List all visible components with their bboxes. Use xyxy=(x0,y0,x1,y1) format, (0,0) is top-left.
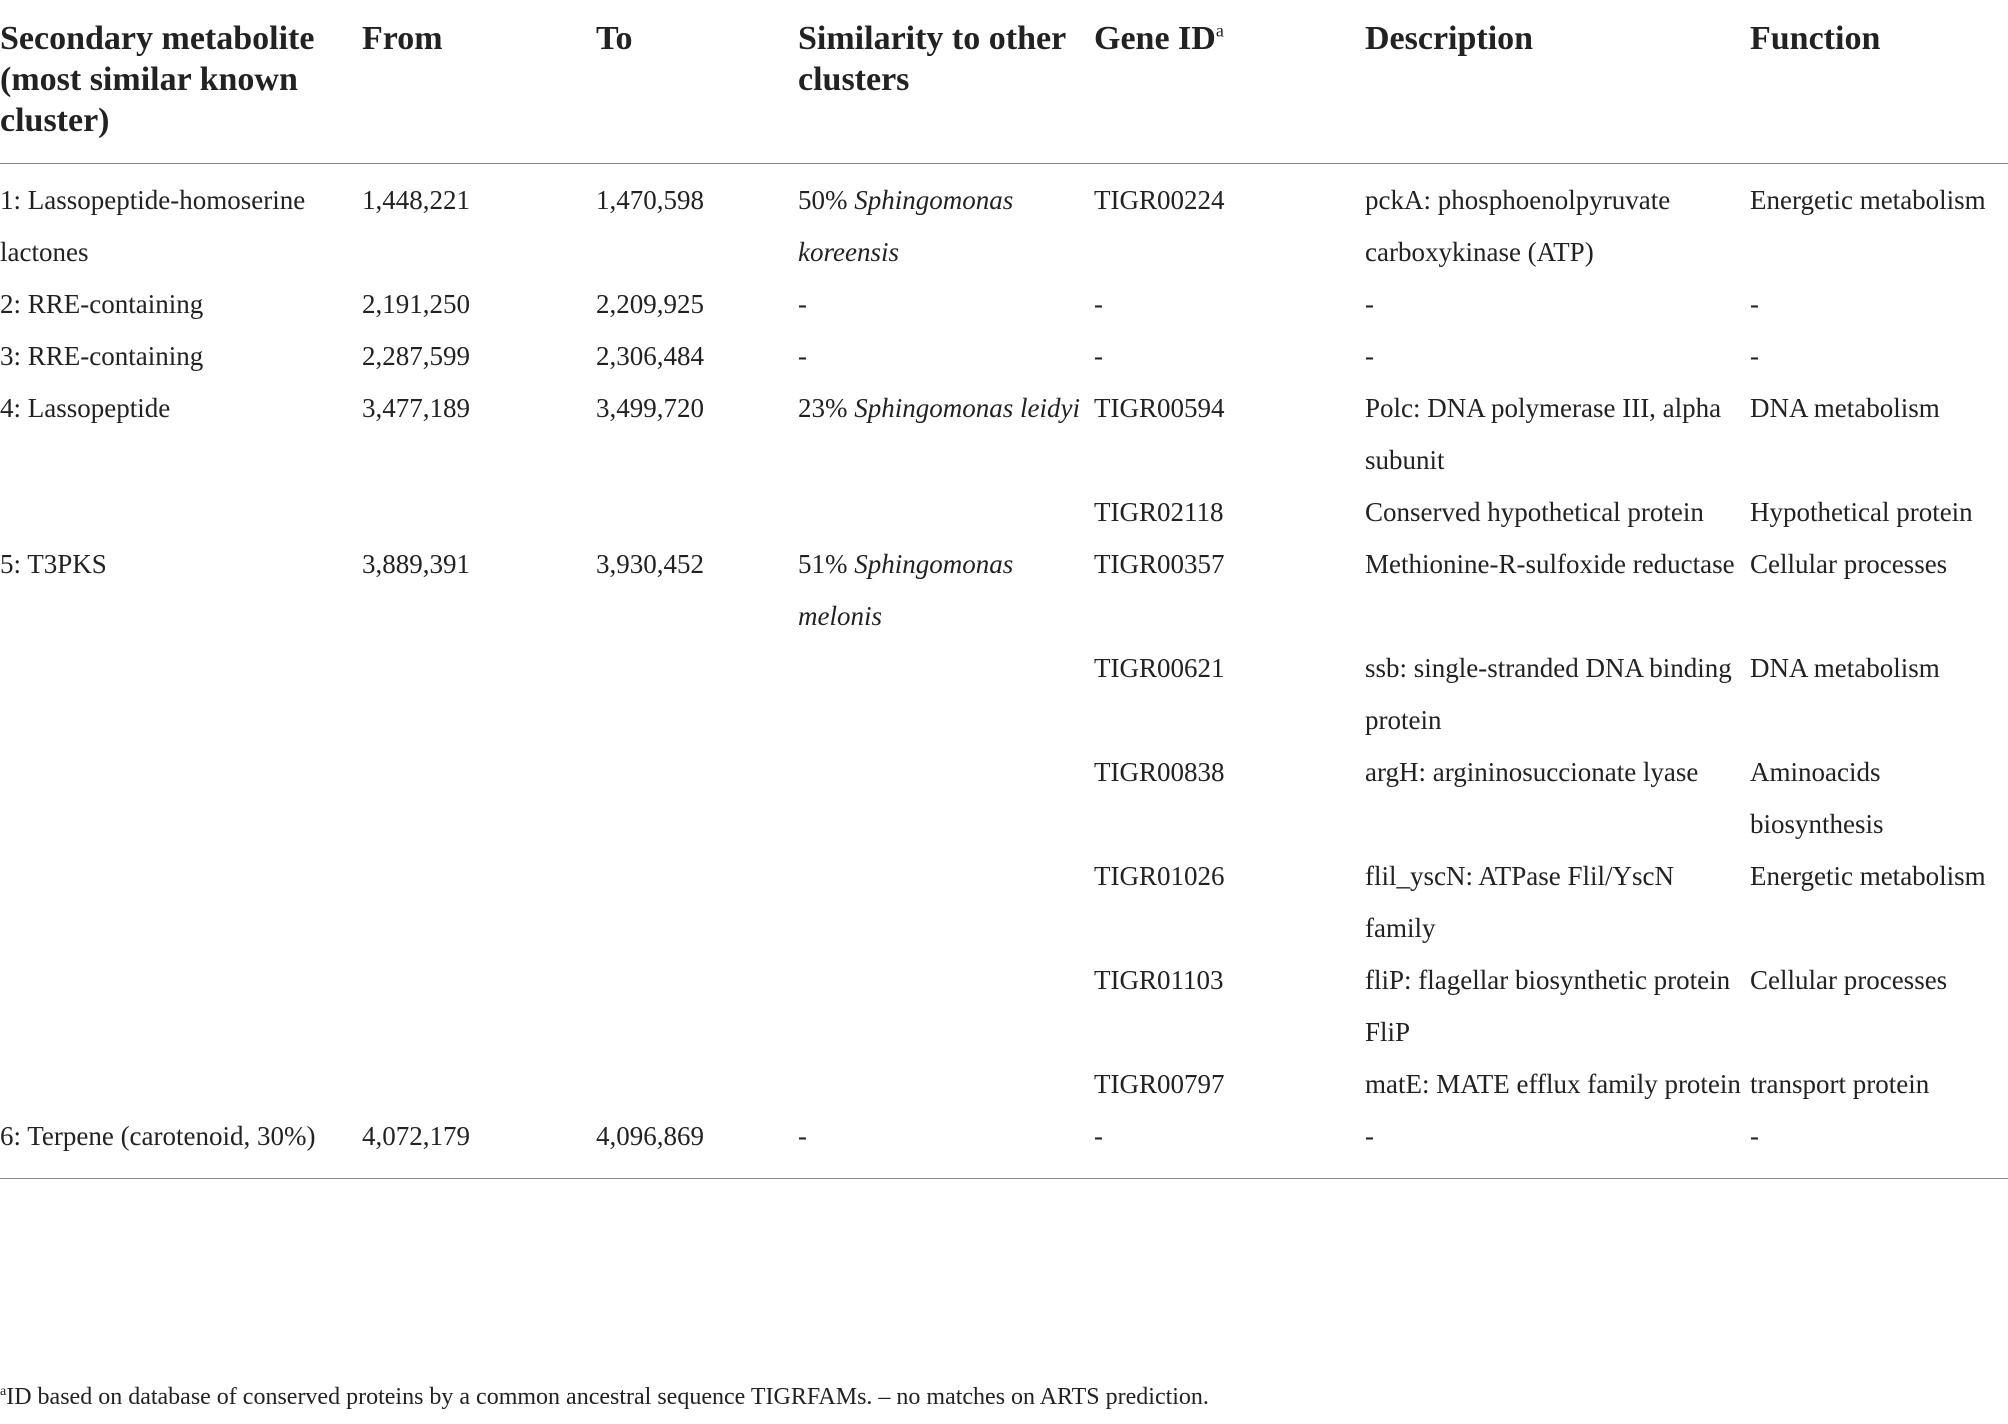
cell-gene-id: TIGR00357 xyxy=(1094,549,1225,579)
cell-gene-id: TIGR00797 xyxy=(1094,1069,1225,1099)
table-row xyxy=(0,850,2008,954)
cell-description: Conserved hypothetical protein xyxy=(1365,497,1704,527)
cell-gene-id: TIGR00594 xyxy=(1094,393,1225,423)
table-row xyxy=(0,486,2008,538)
cell-metabolite: 6: Terpene (carotenoid, 30%) xyxy=(0,1110,362,1179)
cell-function: Aminoacids biosynthesis xyxy=(1750,757,1884,839)
cell-function: - xyxy=(1750,341,1759,371)
cell-metabolite xyxy=(0,850,362,954)
cell-gene-id: TIGR00224 xyxy=(1094,185,1225,215)
cell-similarity xyxy=(798,330,1094,382)
footnote-marker: a xyxy=(0,1384,7,1399)
cell-from: 4,072,179 xyxy=(362,1110,596,1179)
cell-from xyxy=(362,486,596,538)
cell-gene-id: - xyxy=(1094,1110,1365,1179)
header-metabolite: Secondary metabolite (most similar known cluster) xyxy=(0,0,362,164)
table-row xyxy=(0,1110,2008,1179)
cell-function: - xyxy=(1750,1110,2008,1179)
cell-similarity xyxy=(798,278,1094,330)
cell-function: DNA metabolism xyxy=(1750,393,1940,423)
similarity-percent: - xyxy=(798,341,807,371)
cell-description: fliP: flagellar biosynthetic protein FliP xyxy=(1365,965,1731,1047)
cell-to xyxy=(596,642,798,746)
cell-metabolite: 3: RRE-containing xyxy=(0,341,204,371)
similarity-percent: - xyxy=(798,1121,807,1151)
cell-from: 3,889,391 xyxy=(362,549,470,579)
cell-description: Polc: DNA polymerase III, alpha subunit xyxy=(1365,393,1722,475)
cell-to: 3,930,452 xyxy=(596,549,704,579)
cell-description: matE: MATE efflux family protein xyxy=(1365,1069,1741,1099)
cell-to xyxy=(596,954,798,1058)
table-row xyxy=(0,954,2008,1058)
header-description: Description xyxy=(1365,0,1750,164)
header-function: Function xyxy=(1750,0,2008,164)
cell-to: 1,470,598 xyxy=(596,185,704,215)
cell-similarity xyxy=(798,954,1094,1058)
cell-description: - xyxy=(1365,289,1374,319)
cell-from xyxy=(362,850,596,954)
cell-similarity xyxy=(798,642,1094,746)
table-row xyxy=(0,164,2008,279)
cell-gene-id: TIGR01026 xyxy=(1094,861,1225,891)
cell-gene-id: - xyxy=(1094,341,1103,371)
table-row xyxy=(0,642,2008,746)
similarity-species: Sphingomonas leidyi xyxy=(854,393,1080,423)
table-row xyxy=(0,382,2008,486)
cell-from xyxy=(362,642,596,746)
cell-metabolite: 5: T3PKS xyxy=(0,549,107,579)
table-footnote xyxy=(0,1382,1209,1412)
cell-from xyxy=(362,954,596,1058)
table-row xyxy=(0,330,2008,382)
cell-description: - xyxy=(1365,1110,1750,1179)
header-gene-id-footnote-marker: a xyxy=(1215,20,1224,41)
cell-similarity xyxy=(798,382,1094,486)
cell-from: 1,448,221 xyxy=(362,185,470,215)
cell-function: Cellular processes xyxy=(1750,549,1948,579)
cell-metabolite xyxy=(0,486,362,538)
similarity-percent: - xyxy=(798,289,807,319)
header-from: From xyxy=(362,0,596,164)
cell-gene-id: - xyxy=(1094,289,1103,319)
table-body xyxy=(0,164,2008,1179)
cell-description: flil_yscN: ATPase Flil/YscN family xyxy=(1365,861,1674,943)
cell-gene-id: TIGR01103 xyxy=(1094,965,1224,995)
cell-gene-id: TIGR02118 xyxy=(1094,497,1224,527)
cell-from xyxy=(362,746,596,850)
similarity-percent: 23% xyxy=(798,393,848,423)
cell-to xyxy=(596,850,798,954)
cell-description: pckA: phosphoenolpyruvate carboxykinase (ATP) xyxy=(1365,185,1671,267)
cell-gene-id: TIGR00621 xyxy=(1094,653,1225,683)
cell-metabolite: 2: RRE-containing xyxy=(0,289,204,319)
cell-similarity xyxy=(798,486,1094,538)
header-gene-id xyxy=(1094,0,1365,164)
header-to: To xyxy=(596,0,798,164)
cell-from: 2,287,599 xyxy=(362,341,470,371)
cell-to xyxy=(596,746,798,850)
cell-function: DNA metabolism xyxy=(1750,653,1940,683)
header-similarity: Similarity to other clusters xyxy=(798,0,1094,164)
cell-from: 2,191,250 xyxy=(362,289,470,319)
cell-metabolite xyxy=(0,746,362,850)
cell-from: 3,477,189 xyxy=(362,393,470,423)
cell-function: Energetic metabolism xyxy=(1750,861,1986,891)
cell-similarity xyxy=(798,850,1094,954)
cell-similarity xyxy=(798,164,1094,279)
cell-to: 3,499,720 xyxy=(596,393,704,423)
footnote-text: ID based on database of conserved proteins by a common ancestral sequence TIGRFAMs. – no matches on ARTS prediction. xyxy=(6,1384,1209,1410)
cell-to: 2,306,484 xyxy=(596,341,704,371)
cell-metabolite: 1: Lassopeptide-homoserine lactones xyxy=(0,185,306,267)
similarity-percent: 51% xyxy=(798,549,848,579)
cell-similarity xyxy=(798,1110,1094,1179)
cell-to: 2,209,925 xyxy=(596,289,704,319)
cell-from xyxy=(362,1058,596,1110)
cell-similarity xyxy=(798,746,1094,850)
cell-to xyxy=(596,1058,798,1110)
cell-similarity xyxy=(798,538,1094,642)
cell-similarity xyxy=(798,1058,1094,1110)
cell-metabolite: 4: Lassopeptide xyxy=(0,393,171,423)
header-row xyxy=(0,0,2008,164)
cell-function: Energetic metabolism xyxy=(1750,185,1986,215)
cell-function: Cellular processes xyxy=(1750,965,1948,995)
cell-metabolite xyxy=(0,954,362,1058)
cell-to xyxy=(596,486,798,538)
table-row xyxy=(0,278,2008,330)
cell-metabolite xyxy=(0,642,362,746)
table-row xyxy=(0,746,2008,850)
cell-description: argH: argininosuccionate lyase xyxy=(1365,757,1699,787)
cell-gene-id: TIGR00838 xyxy=(1094,757,1225,787)
cell-description: Methionine-R-sulfoxide reductase xyxy=(1365,549,1735,579)
cell-description: - xyxy=(1365,341,1374,371)
table-row xyxy=(0,1058,2008,1110)
cell-function: Hypothetical protein xyxy=(1750,497,1973,527)
header-gene-id-label: Gene ID xyxy=(1094,20,1216,57)
similarity-species: Sphingomonas koreensis xyxy=(798,185,1014,267)
table-row xyxy=(0,538,2008,642)
table-header xyxy=(0,0,2008,164)
cell-metabolite xyxy=(0,1058,362,1110)
cell-to: 4,096,869 xyxy=(596,1110,798,1179)
cell-function: - xyxy=(1750,289,1759,319)
cell-function: transport protein xyxy=(1750,1069,1930,1099)
similarity-species: Sphingomonas melonis xyxy=(798,549,1014,631)
similarity-percent: 50% xyxy=(798,185,848,215)
cell-description: ssb: single-stranded DNA binding protein xyxy=(1365,653,1732,735)
